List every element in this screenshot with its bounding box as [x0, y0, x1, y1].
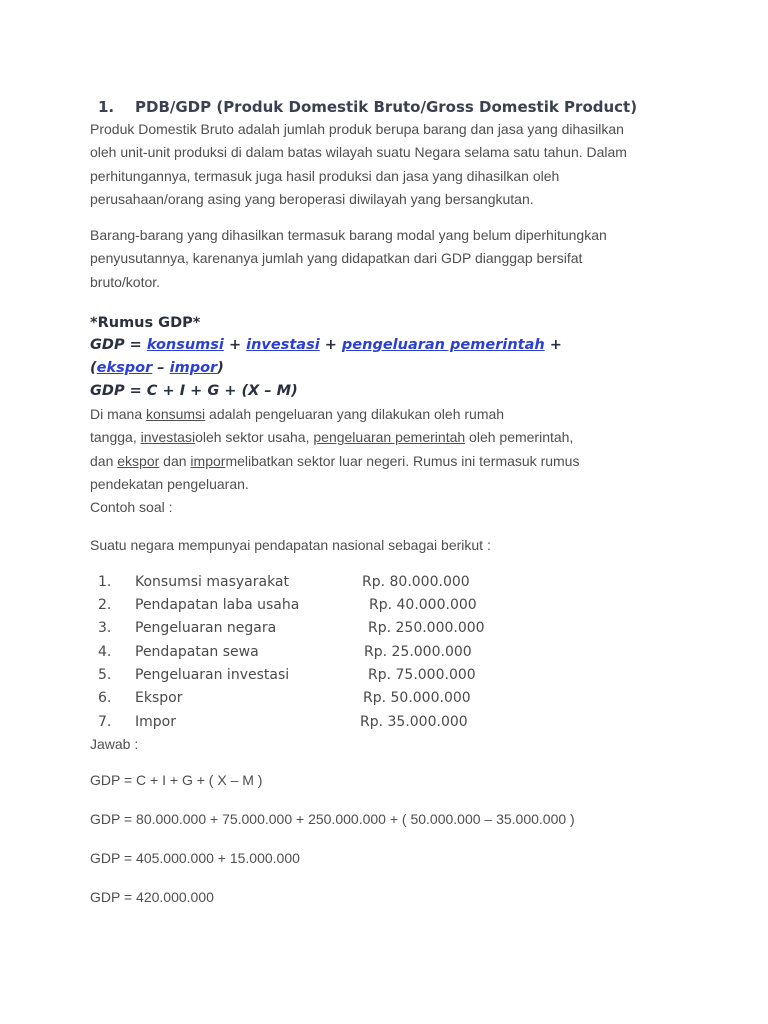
term-investasi: investasi	[140, 429, 196, 446]
list-item: 1. Konsumsi masyarakat Rp. 80.000.000	[98, 573, 470, 590]
term-konsumsi: konsumsi	[146, 406, 206, 423]
paragraph-explanation	[90, 403, 730, 519]
link-pengeluaran-pemerintah[interactable]: pengeluaran pemerintah	[341, 337, 545, 354]
list-item: 5. Pengeluaran investasi Rp. 75.000.000	[98, 667, 476, 684]
list-item: 3. Pengeluaran negara Rp. 250.000.000	[98, 620, 485, 637]
rumus-formula: GDP = C + I + G + (X – M)	[90, 383, 298, 400]
paragraph-line: pendekatan pengeluaran.	[90, 475, 249, 492]
rumus-line-2: (ekspor – impor)	[90, 360, 224, 377]
term-pengeluaran-pemerintah: pengeluaran pemerintah	[313, 429, 466, 446]
calc-result: GDP = 420.000.000	[90, 888, 214, 905]
paragraph-line: bruto/kotor.	[90, 273, 161, 290]
link-investasi[interactable]: investasi	[246, 337, 320, 354]
rumus-title: *Rumus GDP*	[90, 315, 201, 332]
list-item: 7. Impor Rp. 35.000.000	[98, 713, 468, 730]
paragraph-definition	[90, 118, 730, 211]
paragraph-bruto	[90, 224, 730, 294]
paragraph-line: tangga, investasioleh sektor usaha, pengeluaran pemerintah oleh pemerintah,	[90, 429, 574, 446]
paragraph-line: perhitungannya, termasuk juga hasil produksi dan jasa yang dihasilkan oleh	[90, 167, 560, 184]
section-heading	[90, 96, 730, 118]
paragraph-line: Produk Domestik Bruto adalah jumlah produk berupa barang dan jasa yang dihasilkan	[90, 121, 624, 137]
paragraph-line: penyusutannya, karenanya jumlah yang didapatkan dari GDP dianggap bersifat	[90, 250, 583, 267]
soal-intro: Suatu negara mempunyai pendapatan nasional sebagai berikut :	[90, 536, 491, 553]
document-page	[90, 96, 730, 907]
calc-line: GDP = 405.000.000 + 15.000.000	[90, 849, 300, 866]
heading-text: PDB/GDP (Produk Domestik Bruto/Gross Domestik Product)	[135, 98, 638, 116]
link-konsumsi[interactable]: konsumsi	[146, 337, 224, 354]
income-list	[90, 571, 730, 734]
calc-line: GDP = 80.000.000 + 75.000.000 + 250.000.000 + ( 50.000.000 – 35.000.000 )	[90, 810, 575, 827]
link-impor[interactable]: impor	[169, 360, 218, 377]
list-item: 2. Pendapatan laba usaha Rp. 40.000.000	[98, 597, 477, 614]
paragraph-line: oleh unit-unit produksi di dalam batas wilayah suatu Negara selama satu tahun. Dalam	[90, 144, 627, 161]
jawab-label: Jawab :	[90, 735, 139, 752]
contoh-soal-label: Contoh soal :	[90, 499, 173, 516]
link-ekspor[interactable]: ekspor	[96, 360, 153, 377]
paragraph-line: dan ekspor dan impormelibatkan sektor luar negeri. Rumus ini termasuk rumus	[90, 452, 580, 469]
paragraph-line: Barang-barang yang dihasilkan termasuk barang modal yang belum diperhitungkan	[90, 227, 607, 244]
term-impor: impor	[190, 452, 226, 469]
rumus-line-1: GDP = konsumsi + investasi + pengeluaran pemerintah +	[90, 337, 562, 354]
list-item: 4. Pendapatan sewa Rp. 25.000.000	[98, 643, 472, 660]
list-item: 6. Ekspor Rp. 50.000.000	[98, 690, 471, 707]
heading-number: 1.	[98, 98, 115, 116]
paragraph-line: perusahaan/orang asing yang beroperasi diwilayah yang bersangkutan.	[90, 190, 534, 207]
paragraph-line: Di mana konsumsi adalah pengeluaran yang dilakukan oleh rumah	[90, 406, 505, 423]
term-ekspor: ekspor	[117, 452, 160, 469]
calc-line: GDP = C + I + G + ( X – M )	[90, 771, 263, 788]
